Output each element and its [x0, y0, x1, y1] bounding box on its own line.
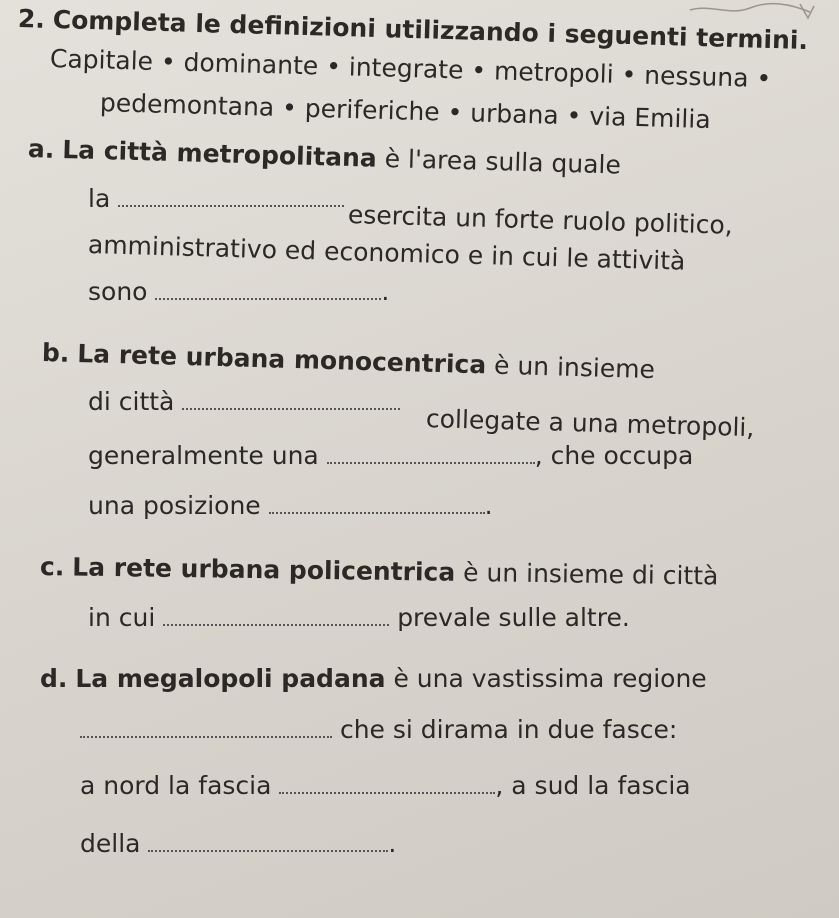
item-b-che-occupa: , che occupa: [534, 441, 694, 470]
item-b-line-2: [88, 386, 400, 417]
item-d-rest: è una vastissima regione: [385, 664, 707, 693]
item-b-line-1: [42, 338, 656, 385]
item-b-blank-3[interactable]: [269, 490, 485, 514]
item-b-rest: è un insieme: [485, 350, 656, 385]
item-a-line-2: [88, 183, 344, 214]
item-a-line-3: amministrativo ed economico e in cui le attività: [87, 230, 686, 276]
item-b-line-2b: collegate a una metropoli,: [425, 404, 755, 443]
item-c-prevale: prevale sulle altre.: [397, 603, 630, 632]
item-a-bold: La città metropolitana: [61, 134, 378, 173]
item-d-line-3: [80, 770, 691, 801]
item-b-blank-1[interactable]: [182, 386, 400, 410]
item-c-bold: La rete urbana policentrica: [72, 552, 456, 587]
item-a-line-1: [28, 134, 622, 181]
item-a-line-2b: esercita un forte ruolo politico,: [347, 200, 734, 240]
item-d-line-4: [80, 828, 396, 859]
pencil-scribble: [680, 0, 839, 26]
exercise-number: 2.: [17, 4, 46, 34]
exercise-instruction: Completa le definizioni utilizzando i seguenti termini.: [52, 4, 809, 56]
item-d-letter: d.: [40, 664, 68, 693]
item-d-sud: , a sud la fascia: [495, 771, 691, 800]
item-a-line-4: [88, 276, 389, 307]
item-a-blank-2[interactable]: [155, 276, 381, 300]
item-d-bold: La megalopoli padana: [75, 664, 386, 693]
item-d-della: della: [80, 829, 141, 858]
terms-line-2: pedemontana • periferiche • urbana • via Emilia: [99, 88, 712, 135]
item-a-end: .: [381, 277, 390, 306]
item-a-sono: sono: [88, 277, 148, 306]
item-b-di-citta: di città: [88, 387, 175, 416]
item-d-blank-2[interactable]: [279, 770, 495, 794]
item-c-in-cui: in cui: [88, 603, 156, 632]
item-d-line-1: [40, 664, 707, 694]
item-c-line-2: [88, 602, 630, 633]
item-d-line-2: [80, 714, 677, 745]
item-a-letter: a.: [27, 134, 55, 164]
item-b-line-4: [88, 490, 493, 521]
item-c-rest: è un insieme di città: [455, 557, 719, 591]
item-d-blank-3[interactable]: [148, 828, 388, 852]
item-d-nord: a nord la fascia: [80, 771, 272, 800]
item-a-la: la: [88, 184, 111, 213]
item-c-letter: c.: [39, 552, 65, 582]
item-b-blank-2[interactable]: [327, 440, 535, 464]
item-b-bold: La rete urbana monocentrica: [76, 338, 487, 380]
item-d-che-si: che si dirama in due fasce:: [339, 715, 678, 744]
item-b-posizione: una posizione: [88, 491, 261, 520]
item-a-rest: è l'area sulla quale: [376, 143, 622, 180]
item-b-end: .: [484, 491, 493, 520]
item-b-generalmente: generalmente una: [88, 441, 319, 470]
item-b-line-3: [88, 440, 693, 471]
item-c-line-1: [40, 552, 719, 591]
item-c-blank-1[interactable]: [163, 602, 389, 626]
item-d-end: .: [388, 829, 397, 858]
item-b-letter: b.: [41, 338, 70, 368]
item-a-blank-1[interactable]: [118, 183, 344, 207]
item-d-blank-1[interactable]: [80, 714, 332, 738]
terms-line-1: Capitale • dominante • integrate • metropoli • nessuna •: [49, 44, 772, 94]
